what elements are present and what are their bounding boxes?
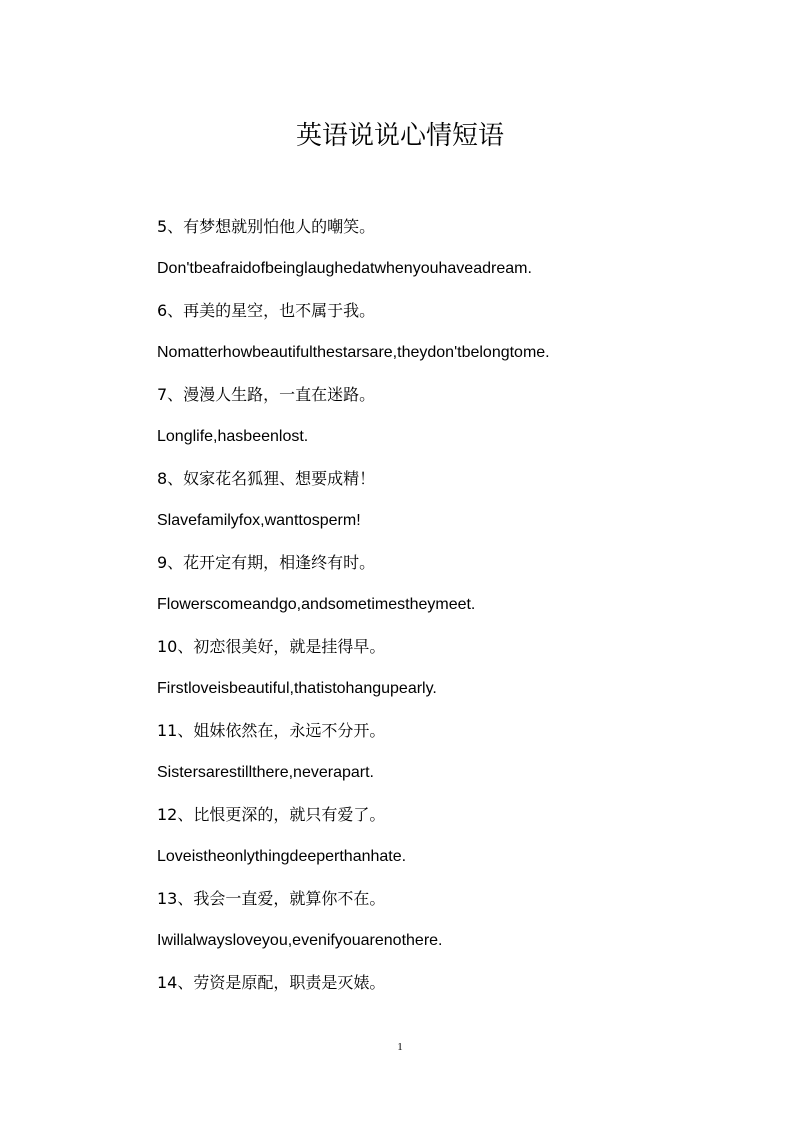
quote-line-cn: 10、初恋很美好，就是挂得早。 (157, 637, 386, 656)
quote-line-en: Firstloveisbeautiful,thatistohangupearly. (157, 680, 437, 697)
page-number: 1 (397, 1041, 403, 1053)
quote-line-en: Don'tbeafraidofbeinglaughedatwhenyouhaveadream. (157, 260, 532, 277)
quote-line-cn: 14、劳资是原配，职责是灭婊。 (157, 973, 386, 992)
quote-line-cn: 8、奴家花名狐狸、想要成精！ (157, 469, 376, 488)
quote-line-cn: 7、漫漫人生路，一直在迷路。 (157, 385, 376, 404)
page-title: 英语说说心情短语 (295, 121, 504, 151)
quote-line-en: Nomatterhowbeautifulthestarsare,theydon'tbelongtome. (157, 344, 550, 361)
quote-line-cn: 12、比恨更深的，就只有爱了。 (157, 805, 386, 824)
quote-line-cn: 6、再美的星空，也不属于我。 (157, 301, 376, 320)
quote-list (157, 210, 777, 1008)
quote-line-en: Longlife,hasbeenlost. (157, 428, 309, 445)
quote-line-cn: 9、花开定有期，相逢终有时。 (157, 553, 376, 572)
quote-line-en: Slavefamilyfox,wanttosperm! (157, 512, 361, 529)
quote-line-en: Loveistheonlythingdeeperthanhate. (157, 848, 407, 865)
quote-line-en: Sistersarestillthere,neverapart. (157, 764, 374, 781)
quote-line-cn: 5、有梦想就别怕他人的嘲笑。 (157, 217, 376, 236)
quote-line-en: Iwillalwaysloveyou,evenifyouarenothere. (157, 932, 443, 949)
quote-line-cn: 11、姐妹依然在，永远不分开。 (157, 721, 386, 740)
quote-line-en: Flowerscomeandgo,andsometimestheymeet. (157, 596, 476, 613)
quote-line-cn: 13、我会一直爱，就算你不在。 (157, 889, 386, 908)
